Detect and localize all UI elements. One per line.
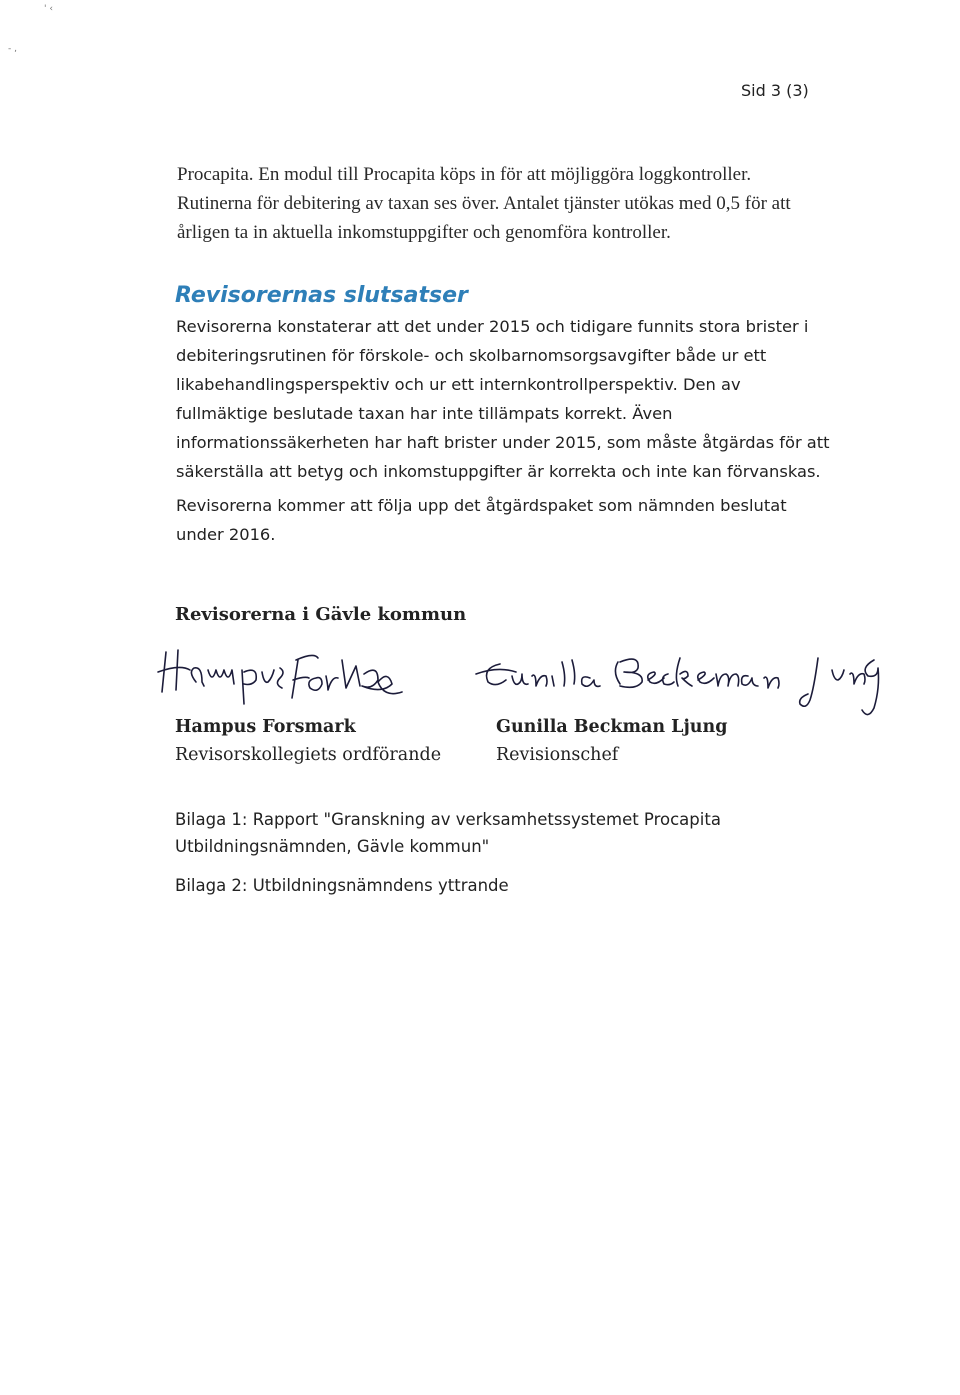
page-number: Sid 3 (3) (741, 81, 809, 100)
attachment-1: Bilaga 1: Rapport "Granskning av verksamhetssystemet Procapita Utbildningsnämnden, Gävle kommun" (175, 810, 721, 856)
signer-gunilla-beckman-ljung (496, 717, 727, 765)
follow-up-paragraph: Revisorerna kommer att följa upp det åtgärdspaket som nämnden beslutat under 2016. (176, 496, 787, 544)
signatures-image (150, 630, 890, 725)
signer-role: Revisionschef (496, 745, 619, 765)
signoff-title: Revisorerna i Gävle kommun (175, 604, 467, 625)
attachment-2: Bilaga 2: Utbildningsnämndens yttrande (175, 876, 509, 895)
conclusion-paragraph: Revisorerna konstaterar att det under 2015 och tidigare funnits stora brister i debiteringsrutinen för förskole- och skolbarnomsorgsavgifter både ur ett likabehandlingsperspektiv och ur ett internkontrollperspektiv. Den av fullmäktige beslutade taxan har inte tillämpats korrekt. Även informationssäkerheten har haft brister under 2015, som måste åtgärdas för att säkerställa att betyg och inkomstuppgifter är korrekta och inte kan förvanskas. (176, 317, 830, 481)
scan-speck: - , (8, 44, 17, 54)
signer-name: Hampus Forsmark (175, 717, 356, 737)
section-heading: Revisorernas slutsatser (175, 283, 468, 308)
signature-hampus-forsmark (158, 650, 402, 704)
signer-name: Gunilla Beckman Ljung (496, 717, 728, 737)
signer-role: Revisorskollegiets ordförande (175, 745, 442, 765)
signer-hampus-forsmark (175, 717, 441, 765)
intro-paragraph: Procapita. En modul till Procapita köps in för att möjliggöra loggkontroller. Rutinerna för debitering av taxan ses över. Antalet tjänster utökas med 0,5 för att årligen ta in aktuella inkomstuppgifter och genomföra kontroller. (177, 164, 791, 243)
signature-gunilla-beckman-ljung (476, 658, 879, 715)
scan-speck: ' ‹ (44, 4, 53, 14)
